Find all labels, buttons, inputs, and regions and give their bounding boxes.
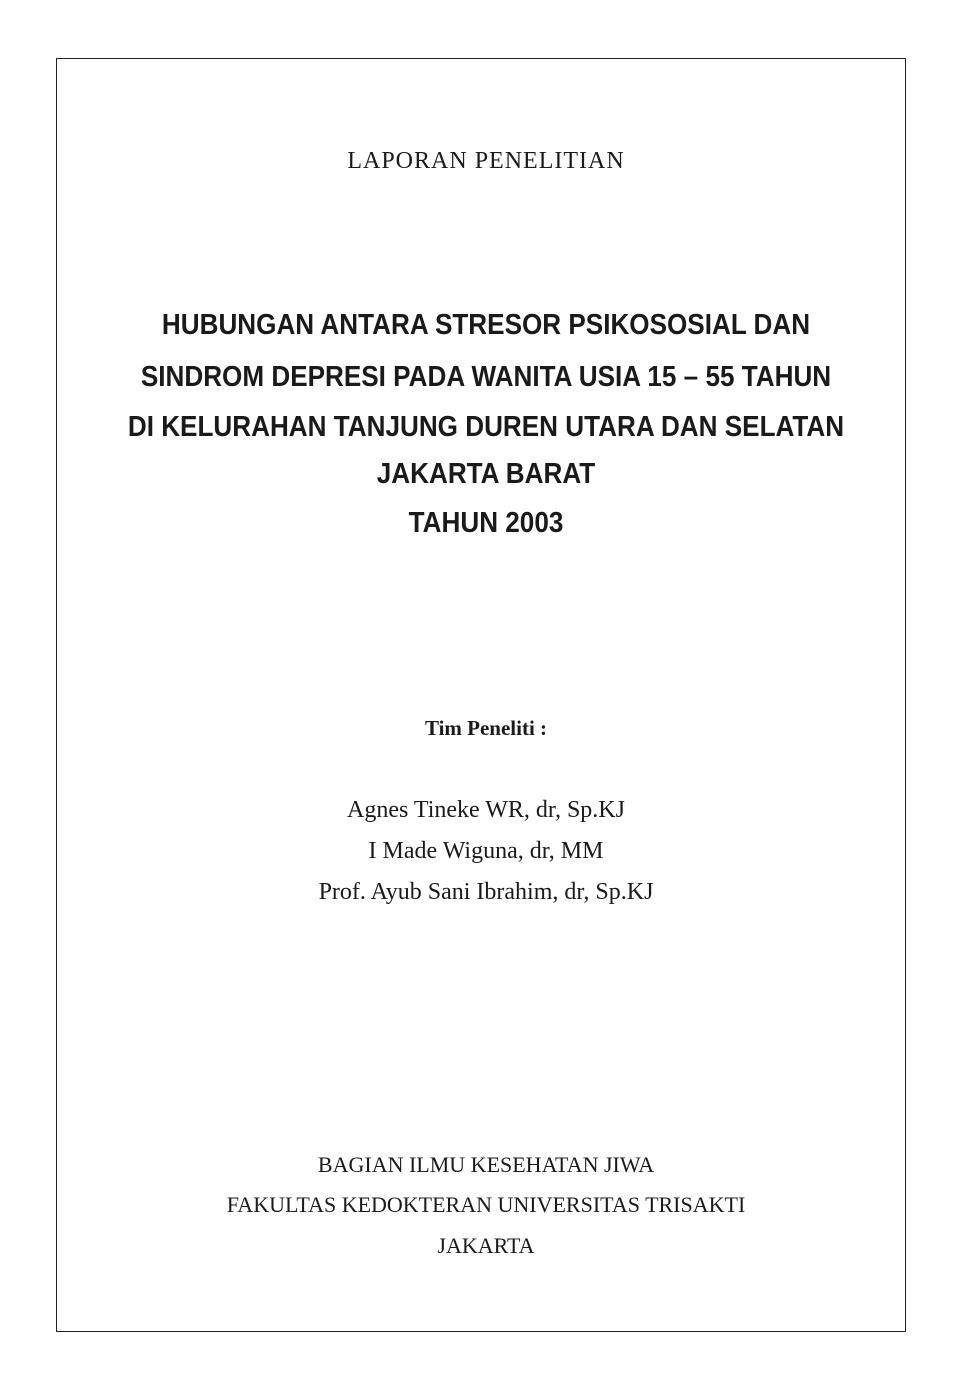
team-label: Tim Peneliti : [424,716,548,740]
report-type-heading: LAPORAN PENELITIAN [347,148,625,174]
page-border [56,58,906,1332]
team-member-1: Agnes Tineke WR, dr, Sp.KJ [347,797,625,823]
title-line-3: DI KELURAHAN TANJUNG DUREN UTARA DAN SELATAN [127,411,845,443]
title-line-5: TAHUN 2003 [408,507,564,539]
title-line-4: JAKARTA BARAT [376,458,596,490]
team-member-3: Prof. Ayub Sani Ibrahim, dr, Sp.KJ [318,879,654,905]
team-member-2: I Made Wiguna, dr, MM [368,838,604,864]
department-name: BAGIAN ILMU KESEHATAN JIWA [317,1152,655,1177]
title-line-1: HUBUNGAN ANTARA STRESOR PSIKOSOSIAL DAN [161,309,811,341]
city-name: JAKARTA [437,1233,535,1258]
faculty-name: FAKULTAS KEDOKTERAN UNIVERSITAS TRISAKTI [226,1192,746,1217]
title-line-2: SINDROM DEPRESI PADA WANITA USIA 15 – 55 TAHUN [140,361,832,393]
